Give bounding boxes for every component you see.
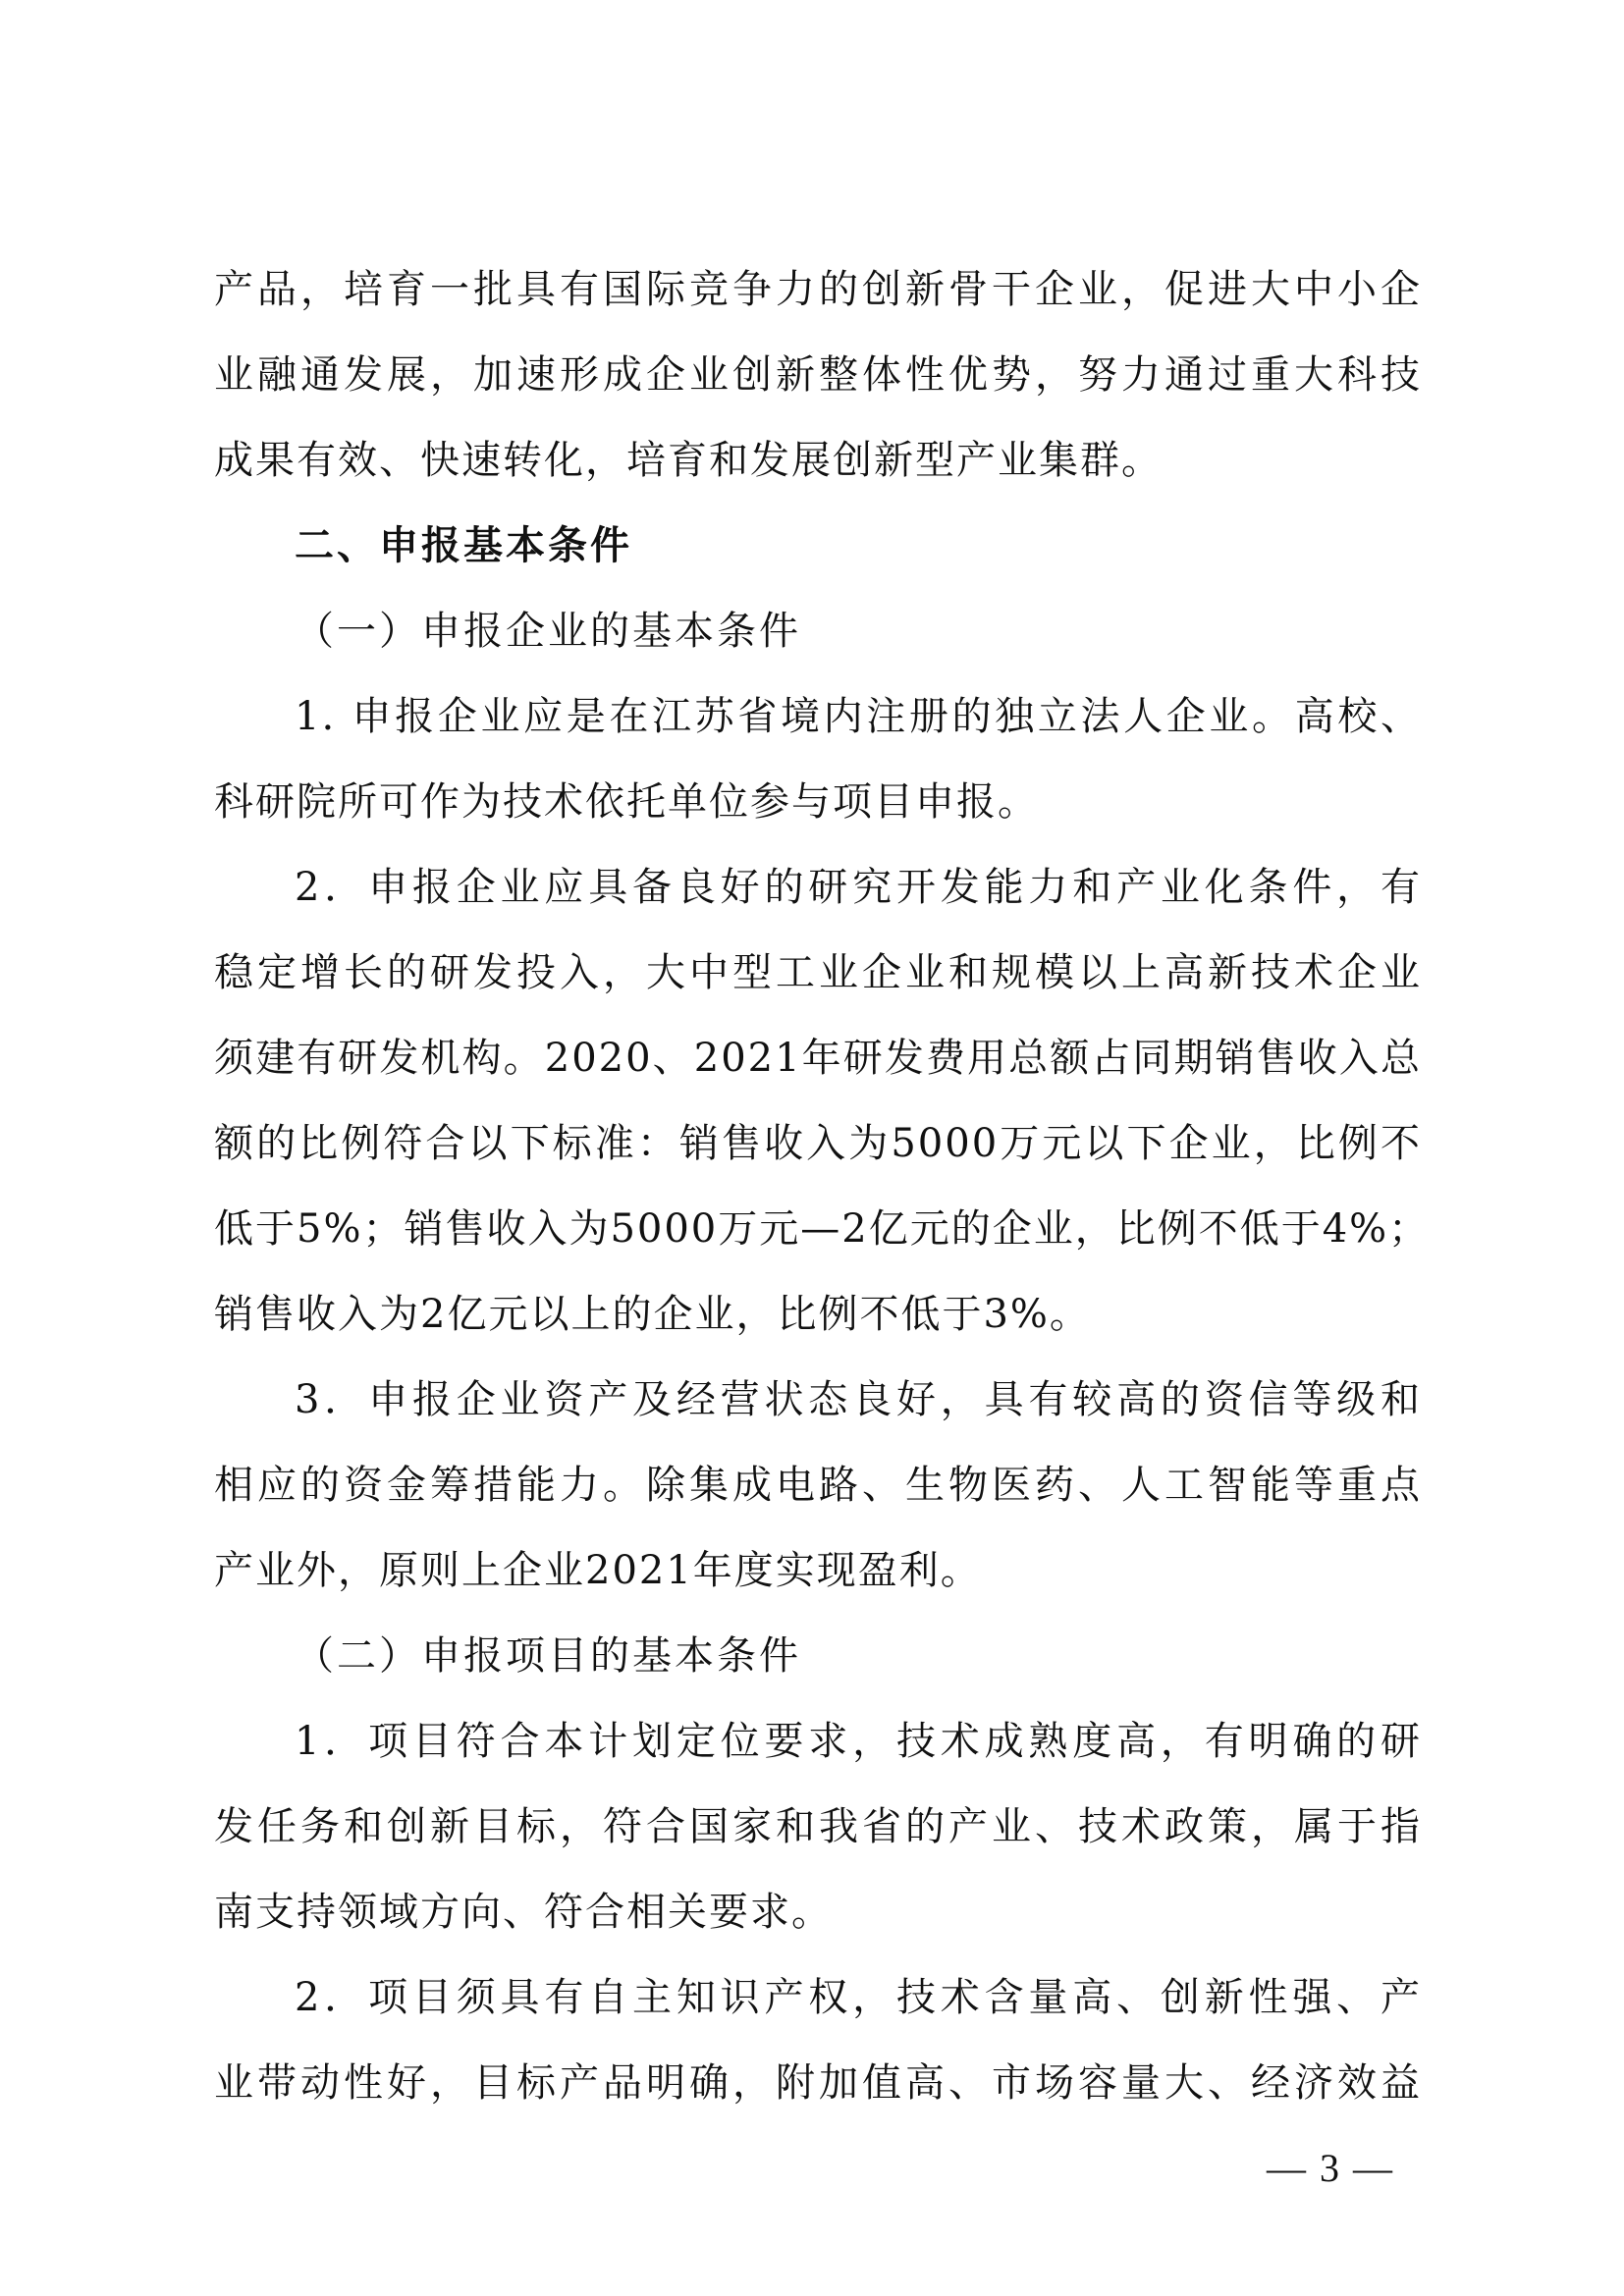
body-text-line: 2．项目须具有自主知识产权，技术含量高、创新性强、产 <box>295 1975 1422 2020</box>
body-text-line: 1. 申报企业应是在江苏省境内注册的独立法人企业。高校、 <box>295 694 1422 739</box>
body-text-line: 稳定增长的研发投入，大中型工业企业和规模以上高新技术企业 <box>214 950 1422 995</box>
body-text-line: 低于5%；销售收入为5000万元—2亿元的企业，比例不低于4%； <box>214 1206 1431 1252</box>
body-text-line: 2．申报企业应具备良好的研究开发能力和产业化条件，有 <box>295 865 1422 910</box>
body-text-line: 发任务和创新目标，符合国家和我省的产业、技术政策，属于指 <box>214 1804 1422 1849</box>
subsection-heading: （一）申报企业的基本条件 <box>295 609 801 654</box>
body-text-line: 成果有效、快速转化，培育和发展创新型产业集群。 <box>214 438 1163 483</box>
body-text-line: 销售收入为2亿元以上的企业，比例不低于3%。 <box>214 1292 1091 1337</box>
body-text-line: 产业外，原则上企业2021年度实现盈利。 <box>214 1548 982 1593</box>
page-number: — 3 — <box>1267 2146 1394 2190</box>
body-text-line: 南支持领域方向、符合相关要求。 <box>214 1890 833 1935</box>
body-text-line: 业带动性好，目标产品明确，附加值高、市场容量大、经济效益 <box>214 2060 1422 2106</box>
body-text-line: 须建有研发机构。2020、2021年研发费用总额占同期销售收入总 <box>214 1036 1422 1081</box>
body-text-line: 业融通发展，加速形成企业创新整体性优势，努力通过重大科技 <box>214 352 1422 398</box>
section-heading: 二、申报基本条件 <box>295 523 632 568</box>
body-text-line: 额的比例符合以下标准：销售收入为5000万元以下企业，比例不 <box>214 1121 1422 1166</box>
subsection-heading: （二）申报项目的基本条件 <box>295 1633 801 1679</box>
body-text-line: 相应的资金筹措能力。除集成电路、生物医药、人工智能等重点 <box>214 1463 1422 1508</box>
body-text-line: 3．申报企业资产及经营状态良好，具有较高的资信等级和 <box>295 1377 1422 1422</box>
body-text-line: 科研院所可作为技术依托单位参与项目申报。 <box>214 779 1039 825</box>
body-text-line: 1．项目符合本计划定位要求，技术成熟度高，有明确的研 <box>295 1719 1422 1764</box>
body-text-line: 产品，培育一批具有国际竞争力的创新骨干企业，促进大中小企 <box>214 267 1422 312</box>
